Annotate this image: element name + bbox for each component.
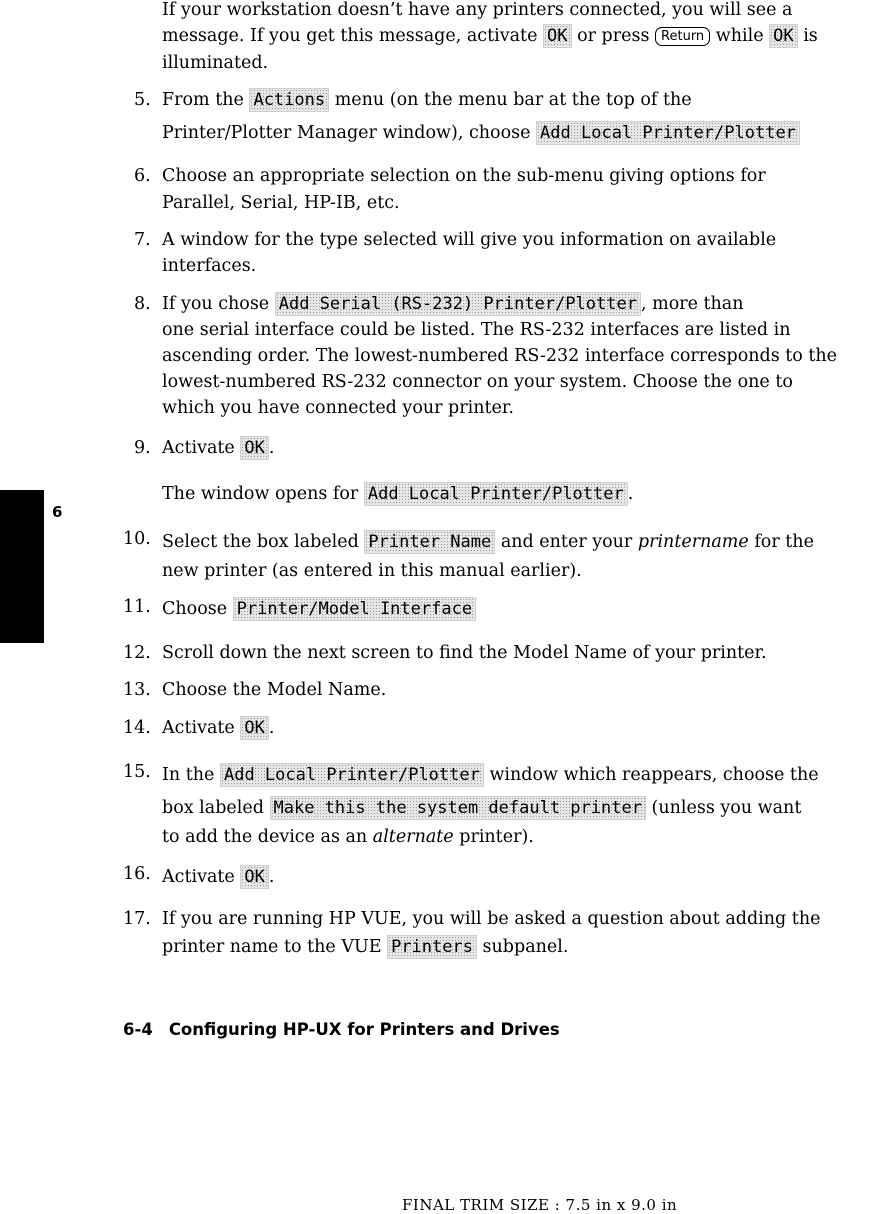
add-local-printer-softkey[interactable]: Add Local Printer/Plotter [364,482,628,506]
step-9-line-2: The window opens for Add Local Printer/Plotter . [162,484,634,504]
step-number: 13. [123,680,151,700]
ok-softkey[interactable]: OK [240,865,268,889]
step-8-line-2: one serial interface could be listed. The RS-232 interfaces are listed in [162,320,791,340]
step-6-line-1: Choose an appropriate selection on the sub-menu giving options for [162,166,766,186]
step-8-line-3: ascending order. The lowest-numbered RS-232 interface corresponds to the [162,346,838,366]
step-number: 15. [123,762,151,782]
step-number: 8. [134,294,151,314]
step-number: 7. [134,230,151,250]
step-15-line-2: box labeled Make this the system default printer (unless you want [162,798,802,818]
step-8-line-4: lowest-numbered RS-232 connector on your system. Choose the one to [162,372,793,392]
step-number: 10. [123,529,151,549]
step-11-line-1: Choose Printer/Model Interface [162,597,476,621]
step-number: 12. [123,643,151,663]
step-17-line-2: printer name to the VUE Printers subpanel. [162,937,569,957]
step-9-line-1: Activate OK . [162,438,275,458]
step-number: 5. [134,90,151,110]
add-serial-printer-softkey[interactable]: Add Serial (RS-232) Printer/Plotter [275,292,641,316]
ok-softkey[interactable]: OK [240,716,268,740]
step-8-line-1: If you chose Add Serial (RS-232) Printer/Plotter , more than [162,294,744,314]
page-number: 6-4 [123,1020,153,1039]
step-number: 9. [134,438,151,458]
step-10-line-1: Select the box labeled Printer Name and enter your printername for the [162,532,814,552]
step-10-line-2: new printer (as entered in this manual earlier). [162,561,582,581]
step-7-line-1: A window for the type selected will give you information on available [162,230,777,250]
step-14-line-1: Activate OK . [162,718,275,738]
trim-size-note: FINAL TRIM SIZE : 7.5 in x 9.0 in [402,1196,678,1214]
intro-line-2: message. If you get this message, activate OK or press Return while OK is [162,26,818,46]
step-8-line-5: which you have connected your printer. [162,398,514,418]
step-13-line-1: Choose the Model Name. [162,680,387,700]
step-7-line-2: interfaces. [162,256,257,276]
actions-menu-softkey[interactable]: Actions [249,88,329,112]
chapter-tab-label: 6 [52,503,63,521]
chapter-title: Configuring HP-UX for Printers and Drives [168,1020,560,1039]
step-12-line-1: Scroll down the next screen to find the Model Name of your printer. [162,643,767,663]
printer-model-interface-softkey[interactable]: Printer/Model Interface [233,597,476,621]
step-15-line-3: to add the device as an alternate printer). [162,827,534,847]
chapter-thumb-tab [0,490,44,643]
step-15-line-1: In the Add Local Printer/Plotter window which reappears, choose the [162,765,819,785]
step-5-line-1: From the Actions menu (on the menu bar at the top of the [162,90,692,110]
step-number: 17. [123,909,151,929]
add-local-printer-softkey[interactable]: Add Local Printer/Plotter [220,763,484,787]
ok-softkey[interactable]: OK [240,436,268,460]
page-footer [123,1020,560,1039]
default-printer-checkbox-label[interactable]: Make this the system default printer [270,796,646,820]
ok-softkey[interactable]: OK [769,24,797,48]
step-17-line-1: If you are running HP VUE, you will be asked a question about adding the [162,909,821,929]
printers-subpanel-softkey[interactable]: Printers [387,935,477,959]
step-number: 14. [123,718,151,738]
step-number: 6. [134,166,151,186]
ok-softkey[interactable]: OK [543,24,571,48]
step-16-line-1: Activate OK . [162,867,275,887]
step-number: 16. [123,864,151,884]
printer-name-field-label[interactable]: Printer Name [364,530,495,554]
step-5-line-2: Printer/Plotter Manager window), choose Add Local Printer/Plotter [162,121,800,145]
step-number: 11. [123,597,151,617]
intro-line-3: illuminated. [162,53,269,73]
add-local-printer-softkey[interactable]: Add Local Printer/Plotter [536,121,800,145]
return-key[interactable]: Return [655,27,710,46]
step-6-line-2: Parallel, Serial, HP-IB, etc. [162,193,400,213]
intro-line-1: If your workstation doesn’t have any printers connected, you will see a [162,0,793,20]
